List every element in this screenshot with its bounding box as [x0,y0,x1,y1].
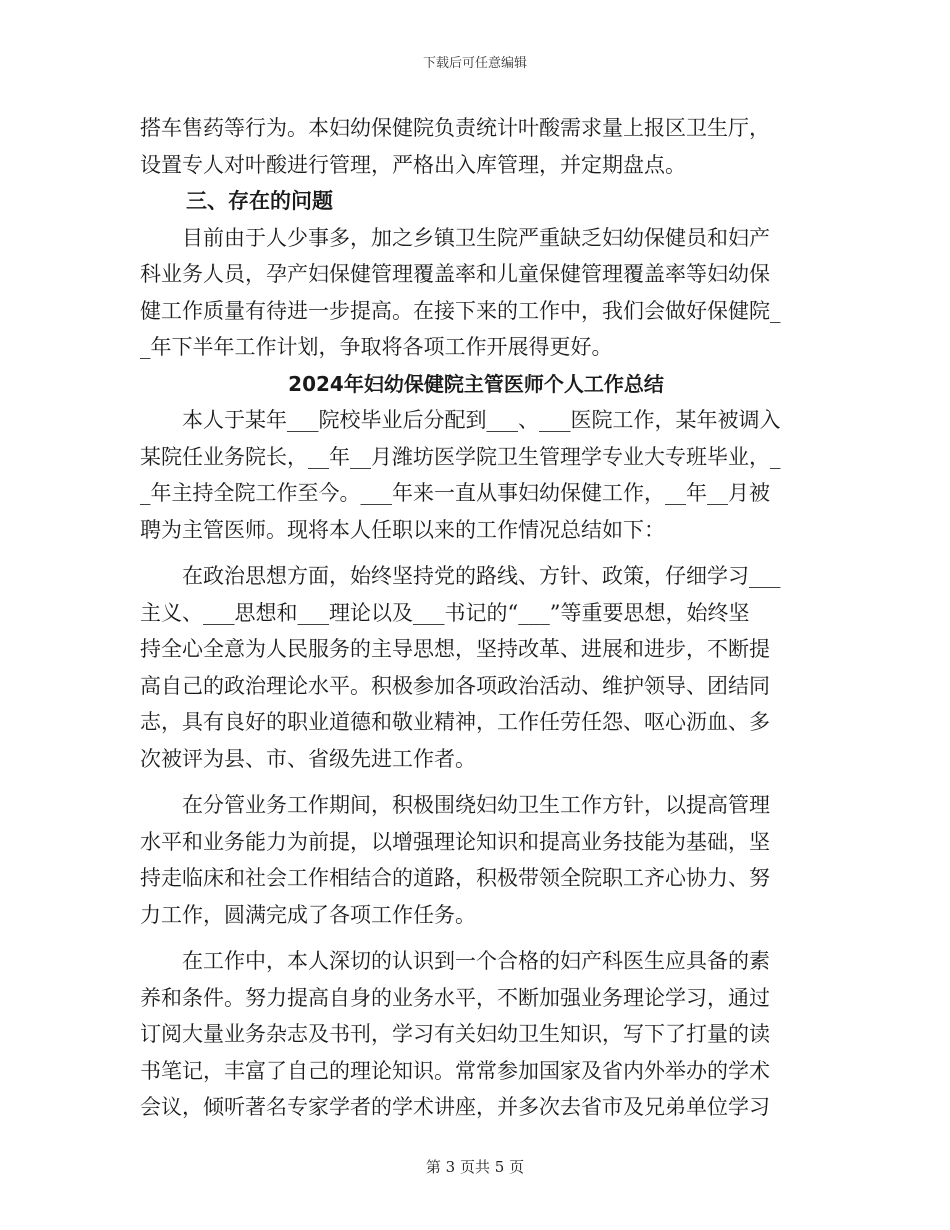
text-line: 科业务人员，孕产妇保健管理覆盖率和儿童保健管理覆盖率等妇幼保 [140,262,770,286]
text-line: 高自己的政治理论水平。积极参加各项政治活动、维护领导、团结同 [140,673,770,698]
text-line: 会议，倾听著名专家学者的学术讲座，并多次去省市及兄弟单位学习 [140,1095,770,1119]
document-title: 2024年妇幼保健院主管医师个人工作总结 [288,371,664,396]
paragraph-2 [140,558,812,777]
section-heading: 三、存在的问题 [186,188,333,213]
text-line: 设置专人对叶酸进行管理，严格出入库管理，并定期盘点。 [140,152,686,177]
paragraph-3 [140,787,812,933]
text-line: _年下半年工作计划，争取将各项工作开展得更好。 [140,335,613,359]
text-line: 养和条件。努力提高自身的业务水平，不断加强业务理论学习，通过 [140,985,770,1010]
text-line: _年主持全院工作至今。___年来一直从事妇幼保健工作，__年__月被 [140,481,770,505]
intro-paragraph [140,110,812,183]
problems-paragraph [140,220,812,366]
text-line: 持全心全意为人民服务的主导思想，坚持改革、进展和进步，不断提 [140,637,770,661]
text-line: 持走临床和社会工作相结合的道路，积极带领全院职工齐心协力、努 [140,866,770,890]
text-line: 聘为主管医师。现将本人任职以来的工作情况总结如下： [140,517,665,542]
page-header: 下载后可任意编辑 [422,56,527,71]
text-line: 搭车售药等行为。本妇幼保健院负责统计叶酸需求量上报区卫生厅， [140,116,770,140]
text-line: 目前由于人少事多，加之乡镇卫生院严重缺乏妇幼保健员和妇产 [182,225,770,250]
text-line: 次被评为县、市、省级先进工作者。 [140,746,476,771]
text-line: 健工作质量有待进一步提高。在接下来的工作中，我们会做好保健院_ [140,298,781,323]
paragraph-1 [140,402,812,548]
text-line: 在分管业务工作期间，积极围绕妇幼卫生工作方针，以提高管理 [182,793,770,817]
document-body [140,110,812,1126]
text-line: 在工作中，本人深切的认识到一个合格的妇产科医生应具备的素 [182,949,770,973]
text-line: 力工作，圆满完成了各项工作任务。 [140,902,476,927]
text-line: 志，具有良好的职业道德和敬业精神，工作任劳任怨、呕心沥血、多 [140,710,770,734]
page-footer: 第 3 页共 5 页 [425,1158,525,1176]
text-line: 订阅大量业务杂志及书刊，学习有关妇幼卫生知识，写下了打量的读 [140,1022,770,1046]
paragraph-4 [140,943,812,1126]
text-line: 本人于某年___院校毕业后分配到___、___医院工作，某年被调入 [182,408,781,432]
text-line: 某院任业务院长，__年__月潍坊医学院卫生管理学专业大专班毕业，_ [140,444,781,469]
text-line: 在政治思想方面，始终坚持党的路线、方针、政策，仔细学习___ [182,564,781,588]
text-line: 水平和业务能力为前提，以增强理论知识和提高业务技能为基础，坚 [140,829,770,854]
text-line: 主义、___思想和___理论以及___书记的“___”等重要思想，始终坚 [140,600,750,625]
text-line: 书笔记，丰富了自己的理论知识。常常参加国家及省内外举办的学术 [140,1058,770,1083]
